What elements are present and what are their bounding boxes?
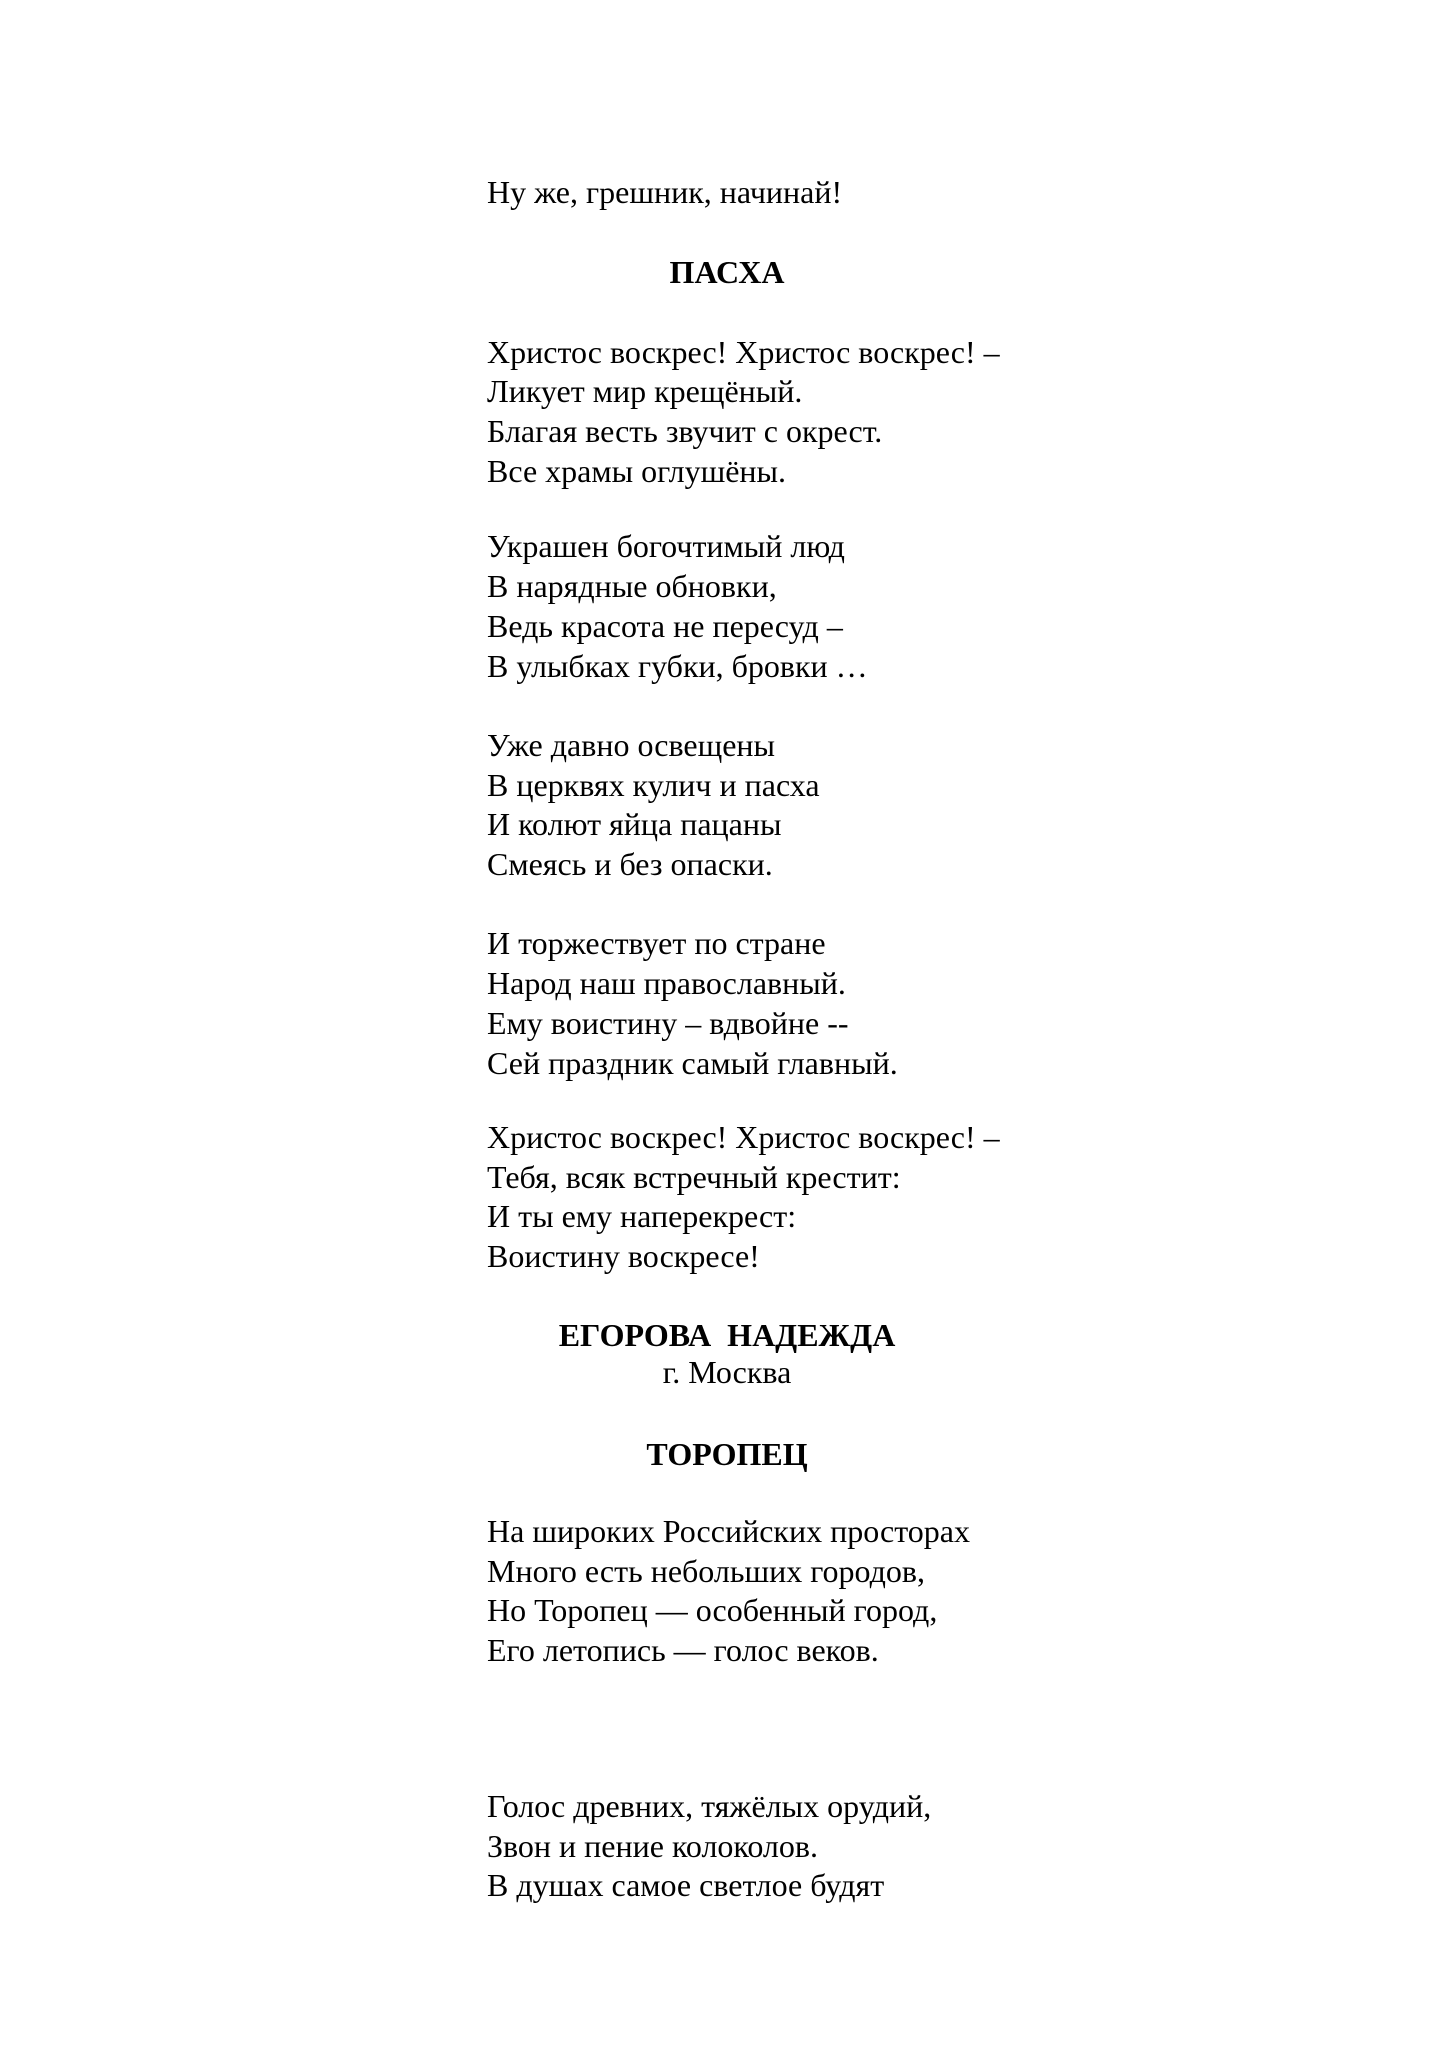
verse-line: И колют яйца пацаны xyxy=(487,806,782,842)
verse-line: Ведь красота не пересуд – xyxy=(487,608,843,644)
verse-line: Христос воскрес! Христос воскрес! – xyxy=(487,1119,1000,1155)
verse-line: Ликует мир крещёный. xyxy=(487,373,803,409)
verse-line: Уже давно освещены xyxy=(487,727,776,763)
verse-line: Сей праздник самый главный. xyxy=(487,1045,898,1081)
verse-line: Смеясь и без опаски. xyxy=(487,846,773,882)
verse-line: Народ наш православный. xyxy=(487,965,846,1001)
verse-line: Тебя, всяк встречный крестит: xyxy=(487,1159,901,1195)
author-city: г. Москва xyxy=(662,1354,792,1390)
verse-line: Благая весть звучит с окрест. xyxy=(487,413,883,449)
verse-line: Звон и пение колоколов. xyxy=(487,1828,818,1864)
verse-line: В нарядные обновки, xyxy=(487,568,777,604)
verse-line: Украшен богочтимый люд xyxy=(487,528,845,564)
verse-line: И ты ему наперекрест: xyxy=(487,1198,797,1234)
intro-line: Ну же, грешник, начинай! xyxy=(487,174,843,210)
verse-line: В церквях кулич и пасха xyxy=(487,767,820,803)
verse-line: Его летопись — голос веков. xyxy=(487,1632,879,1668)
verse-line: Воистину воскресе! xyxy=(487,1238,760,1274)
author-name: ЕГОРОВА НАДЕЖДА xyxy=(558,1317,896,1353)
poem-title-toropets: ТОРОПЕЦ xyxy=(646,1436,808,1472)
verse-line: В душах самое светлое будят xyxy=(487,1867,885,1903)
verse-line: Христос воскрес! Христос воскрес! – xyxy=(487,334,1000,370)
verse-line: Все храмы оглушёны. xyxy=(487,453,787,489)
verse-line: На широких Российских просторах xyxy=(487,1513,970,1549)
verse-line: Ему воистину – вдвойне -- xyxy=(487,1005,849,1041)
verse-line: В улыбках губки, бровки … xyxy=(487,648,868,684)
verse-line: И торжествует по стране xyxy=(487,925,826,961)
verse-line: Голос древних, тяжёлых орудий, xyxy=(487,1788,932,1824)
verse-line: Много есть небольших городов, xyxy=(487,1553,925,1589)
verse-line: Но Торопец — особенный город, xyxy=(487,1592,938,1628)
poem-title-pascha: ПАСХА xyxy=(669,254,785,290)
